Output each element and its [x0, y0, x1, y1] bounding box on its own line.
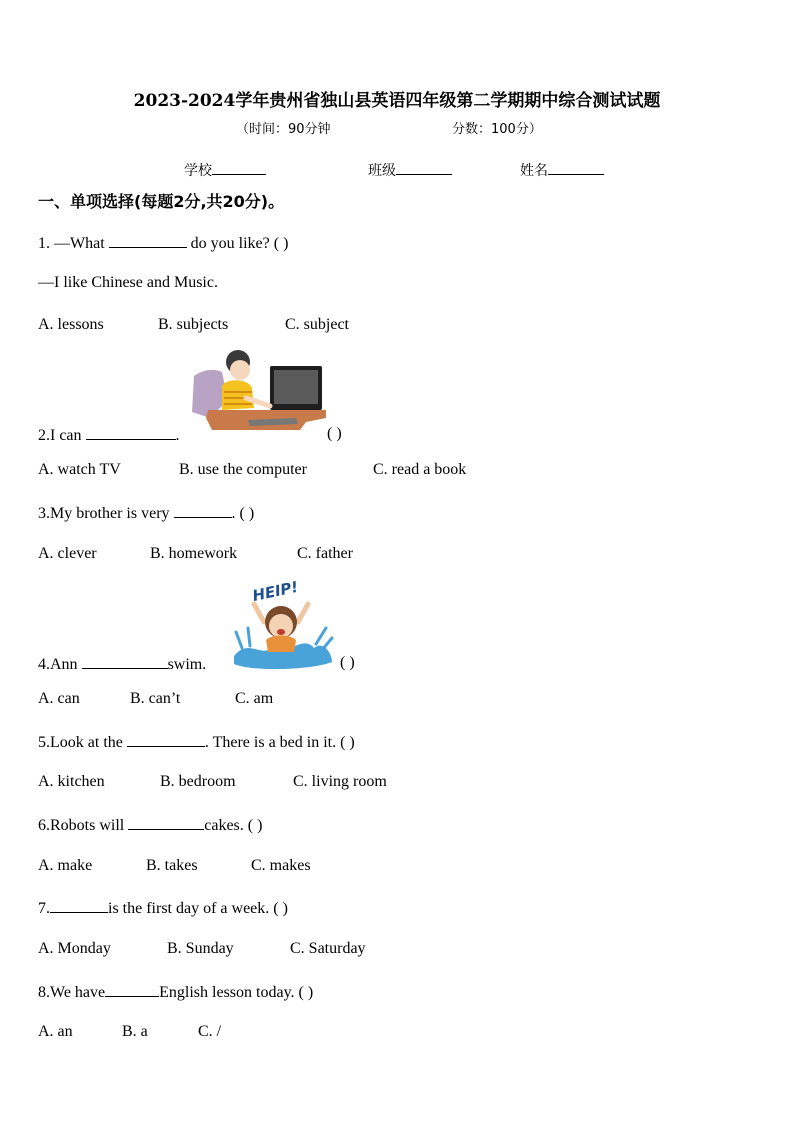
question-7: [38, 898, 288, 918]
q2-blank[interactable]: [86, 425, 176, 440]
q4-option-c[interactable]: C. am: [235, 690, 274, 707]
q4-option-b[interactable]: B. can’t: [130, 690, 181, 707]
q5-option-b[interactable]: B. bedroom: [160, 773, 236, 790]
q2-paren: ( ): [327, 425, 342, 442]
exam-score: 分数：100分）: [452, 122, 542, 137]
q6-suffix: cakes. ( ): [204, 817, 263, 834]
q8-option-a[interactable]: A. an: [38, 1023, 73, 1040]
page-title: 2023-2024学年贵州省独山县英语四年级第二学期期中综合测试试题: [133, 91, 661, 111]
q8-prefix: 8.We have: [38, 984, 106, 1001]
q1-option-a[interactable]: A. lessons: [38, 316, 104, 333]
class-field: [368, 160, 452, 180]
section-heading: 一、单项选择(每题2分,共20分)。: [38, 192, 285, 211]
help-text: HEIP!: [250, 577, 300, 605]
q1-blank[interactable]: [109, 233, 187, 248]
q5-options: [38, 773, 387, 791]
q7-blank[interactable]: [50, 898, 108, 913]
question-5: [38, 732, 355, 752]
q7-option-b[interactable]: B. Sunday: [167, 940, 234, 957]
question-8: [38, 982, 313, 1002]
class-label: 班级: [368, 163, 396, 179]
q8-blank[interactable]: [105, 982, 159, 997]
q4-paren: ( ): [340, 654, 355, 671]
q4-option-a[interactable]: A. can: [38, 690, 80, 707]
q5-option-a[interactable]: A. kitchen: [38, 773, 105, 790]
q7-prefix: 7.: [38, 900, 50, 917]
q4-prefix: 4.Ann: [38, 656, 78, 673]
q6-option-b[interactable]: B. takes: [146, 857, 198, 874]
q4-suffix: swim.: [167, 656, 207, 673]
q2-option-a[interactable]: A. watch TV: [38, 461, 121, 478]
q8-suffix: English lesson today. ( ): [159, 984, 314, 1001]
q3-blank[interactable]: [174, 503, 232, 518]
q8-option-c[interactable]: C. /: [198, 1023, 222, 1040]
q1-options: [38, 316, 349, 334]
q7-options: [38, 940, 366, 958]
q2-options: [38, 461, 466, 479]
school-field: [184, 160, 266, 180]
boy-computer-illustration: [188, 348, 330, 432]
q7-option-c[interactable]: C. Saturday: [290, 940, 366, 957]
q7-suffix: is the first day of a week. ( ): [108, 900, 288, 917]
q5-suffix: . There is a bed in it. ( ): [204, 734, 355, 751]
q3-options: [38, 545, 353, 563]
name-blank[interactable]: [548, 160, 604, 175]
question-3: [38, 503, 254, 523]
q6-option-c[interactable]: C. makes: [251, 857, 311, 874]
q6-options: [38, 857, 311, 875]
school-blank[interactable]: [212, 160, 266, 175]
q4-options: [38, 690, 273, 708]
q5-option-c[interactable]: C. living room: [293, 773, 387, 790]
q8-options: [38, 1023, 221, 1041]
q1-answer-line: —I like Chinese and Music.: [38, 274, 218, 291]
q1-option-b[interactable]: B. subjects: [158, 316, 229, 333]
q6-prefix: 6.Robots will: [38, 817, 125, 834]
q2-prefix: 2.I can: [38, 427, 82, 444]
q4-blank[interactable]: [82, 654, 168, 669]
question-2: [38, 425, 180, 445]
q1-option-c[interactable]: C. subject: [285, 316, 349, 333]
q1-suffix: do you like? ( ): [190, 235, 289, 252]
q2-option-b[interactable]: B. use the computer: [179, 461, 307, 478]
question-1: [38, 233, 288, 253]
exam-time: （时间：90分钟: [236, 122, 331, 137]
q3-option-c[interactable]: C. father: [297, 545, 353, 562]
class-blank[interactable]: [396, 160, 452, 175]
q6-option-a[interactable]: A. make: [38, 857, 93, 874]
q1-prefix: 1. —What: [38, 235, 105, 252]
question-6: [38, 815, 262, 835]
school-label: 学校: [184, 163, 212, 179]
q7-option-a[interactable]: A. Monday: [38, 940, 111, 957]
q3-option-a[interactable]: A. clever: [38, 545, 97, 562]
name-field: [520, 160, 604, 180]
q2-suffix: .: [175, 427, 180, 444]
q5-blank[interactable]: [127, 732, 205, 747]
q3-prefix: 3.My brother is very: [38, 505, 170, 522]
name-label: 姓名: [520, 163, 548, 179]
q2-option-c[interactable]: C. read a book: [373, 461, 467, 478]
q3-option-b[interactable]: B. homework: [150, 545, 238, 562]
q6-blank[interactable]: [128, 815, 204, 830]
question-4: [38, 654, 206, 674]
girl-drowning-illustration: [232, 574, 334, 672]
q3-suffix: . ( ): [231, 505, 255, 522]
q5-prefix: 5.Look at the: [38, 734, 123, 751]
q8-option-b[interactable]: B. a: [122, 1023, 148, 1040]
